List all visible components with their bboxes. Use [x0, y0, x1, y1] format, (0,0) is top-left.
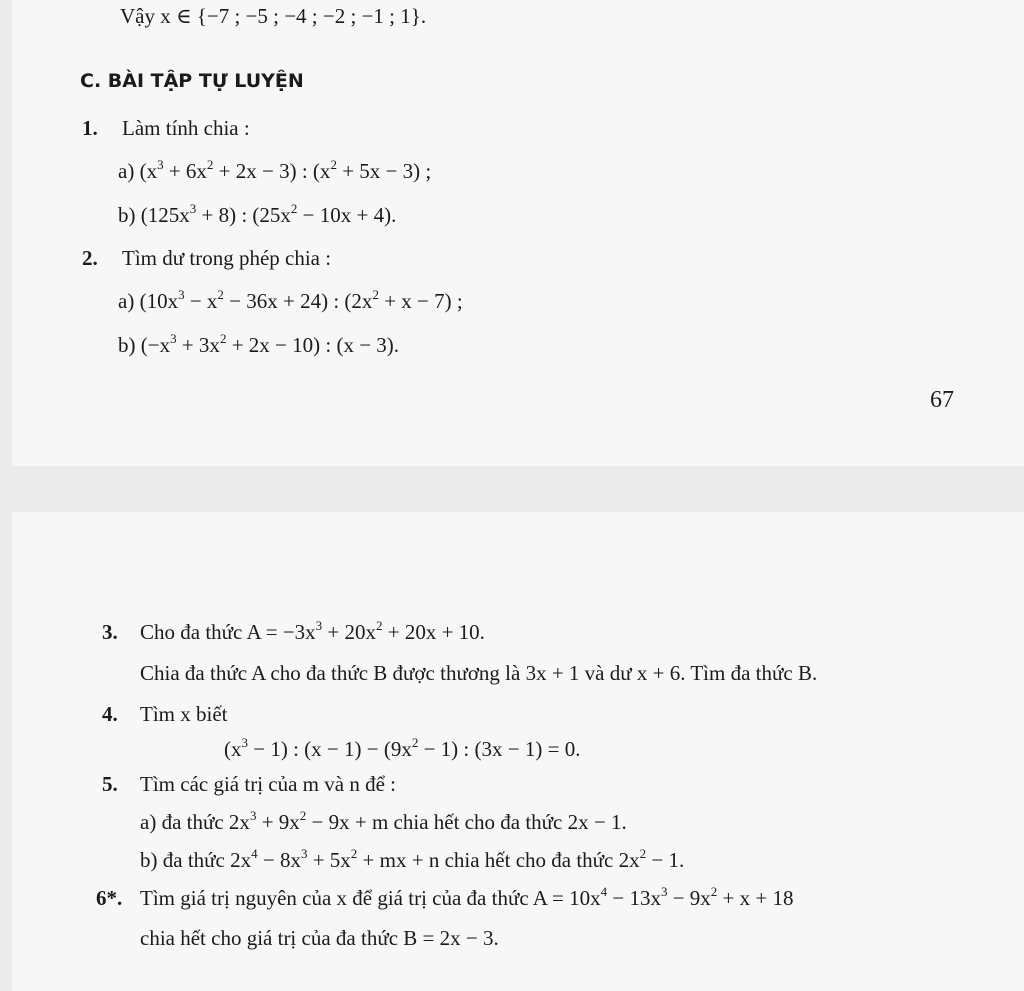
exercise-3-number: 3.	[102, 620, 118, 644]
exercise-5a	[140, 808, 627, 836]
exercise-3-line1	[102, 618, 485, 646]
solution-conclusion: Vậy x ∈ {−7 ; −5 ; −4 ; −2 ; −1 ; 1}.	[120, 4, 427, 28]
exercise-2a-expression: $(10x^3 - x^2 - 36x + 24)$ : $(2x^2 + x - 7)$ ;	[139, 287, 463, 313]
exercise-6-line2: chia hết cho giá trị của đa thức B = 2x − 3.	[140, 926, 499, 950]
exercise-2-text: Tìm dư trong phép chia :	[122, 246, 332, 270]
top-page	[12, 0, 1024, 466]
exercise-1a-expression: $(x^3 + 6x^2 + 2x - 3)$ : $(x^2 + 5x - 3)$ ;	[139, 157, 432, 183]
exercise-1a-label: a)	[118, 159, 135, 183]
exercise-6-line1	[96, 884, 793, 912]
exercise-6-text: Tìm giá trị nguyên của x để giá trị của đa thức $A = 10x^4 - 13x^3 - 9x^2 + x + 18$	[140, 884, 794, 910]
exercise-3-text: Cho đa thức $A = -3x^3 + 20x^2 + 20x + 10$.	[140, 618, 485, 644]
exercise-3-line2: Chia đa thức A cho đa thức B được thương là 3x + 1 và dư x + 6. Tìm đa thức B.	[140, 661, 818, 685]
exercise-2-title	[82, 244, 331, 272]
exercise-5-text: Tìm các giá trị của m và n để :	[140, 772, 396, 796]
exercise-2-number: 2.	[82, 246, 98, 270]
exercise-2b-label: b)	[118, 333, 136, 357]
bottom-page	[12, 512, 1024, 991]
page-number: 67	[930, 387, 954, 413]
exercise-6-number: 6*.	[96, 886, 123, 910]
exercise-1b-label: b)	[118, 203, 136, 227]
exercise-5-title	[102, 770, 396, 798]
exercise-2a-label: a)	[118, 289, 135, 313]
exercise-1b	[118, 201, 396, 229]
exercise-1a	[118, 157, 431, 185]
exercise-5a-text: đa thức $2x^3 + 9x^2 - 9x + m$ chia hết cho đa thức 2x − 1.	[161, 808, 627, 834]
exercise-4-title	[102, 700, 228, 728]
exercise-5a-label: a)	[140, 810, 157, 834]
exercise-2b	[118, 331, 399, 359]
exercise-4-text: Tìm x biết	[140, 702, 228, 726]
exercise-1-text: Làm tính chia :	[122, 116, 250, 140]
exercise-4-number: 4.	[102, 702, 118, 726]
section-heading: C. BÀI TẬP TỰ LUYỆN	[80, 70, 304, 92]
exercise-1-number: 1.	[82, 116, 98, 140]
exercise-4-equation: $(x^3 - 1)$ : $(x - 1) - (9x^2 - 1)$ : (3x − 1) = 0.	[224, 735, 581, 761]
exercise-2a	[118, 287, 463, 315]
exercise-5-number: 5.	[102, 772, 118, 796]
exercise-1b-expression: $(125x^3 + 8)$ : $(25x^2 - 10x + 4)$.	[140, 201, 397, 227]
exercise-5b-label: b)	[140, 848, 158, 872]
exercise-5b-text: đa thức $2x^4 - 8x^3 + 5x^2$ + mx + n chia hết cho đa thức $2x^2 - 1$.	[162, 846, 685, 872]
exercise-1-title	[82, 114, 250, 142]
exercise-2b-expression: $(-x^3 + 3x^2 + 2x - 10)$ : (x − 3).	[140, 331, 400, 357]
exercise-5b	[140, 846, 684, 874]
